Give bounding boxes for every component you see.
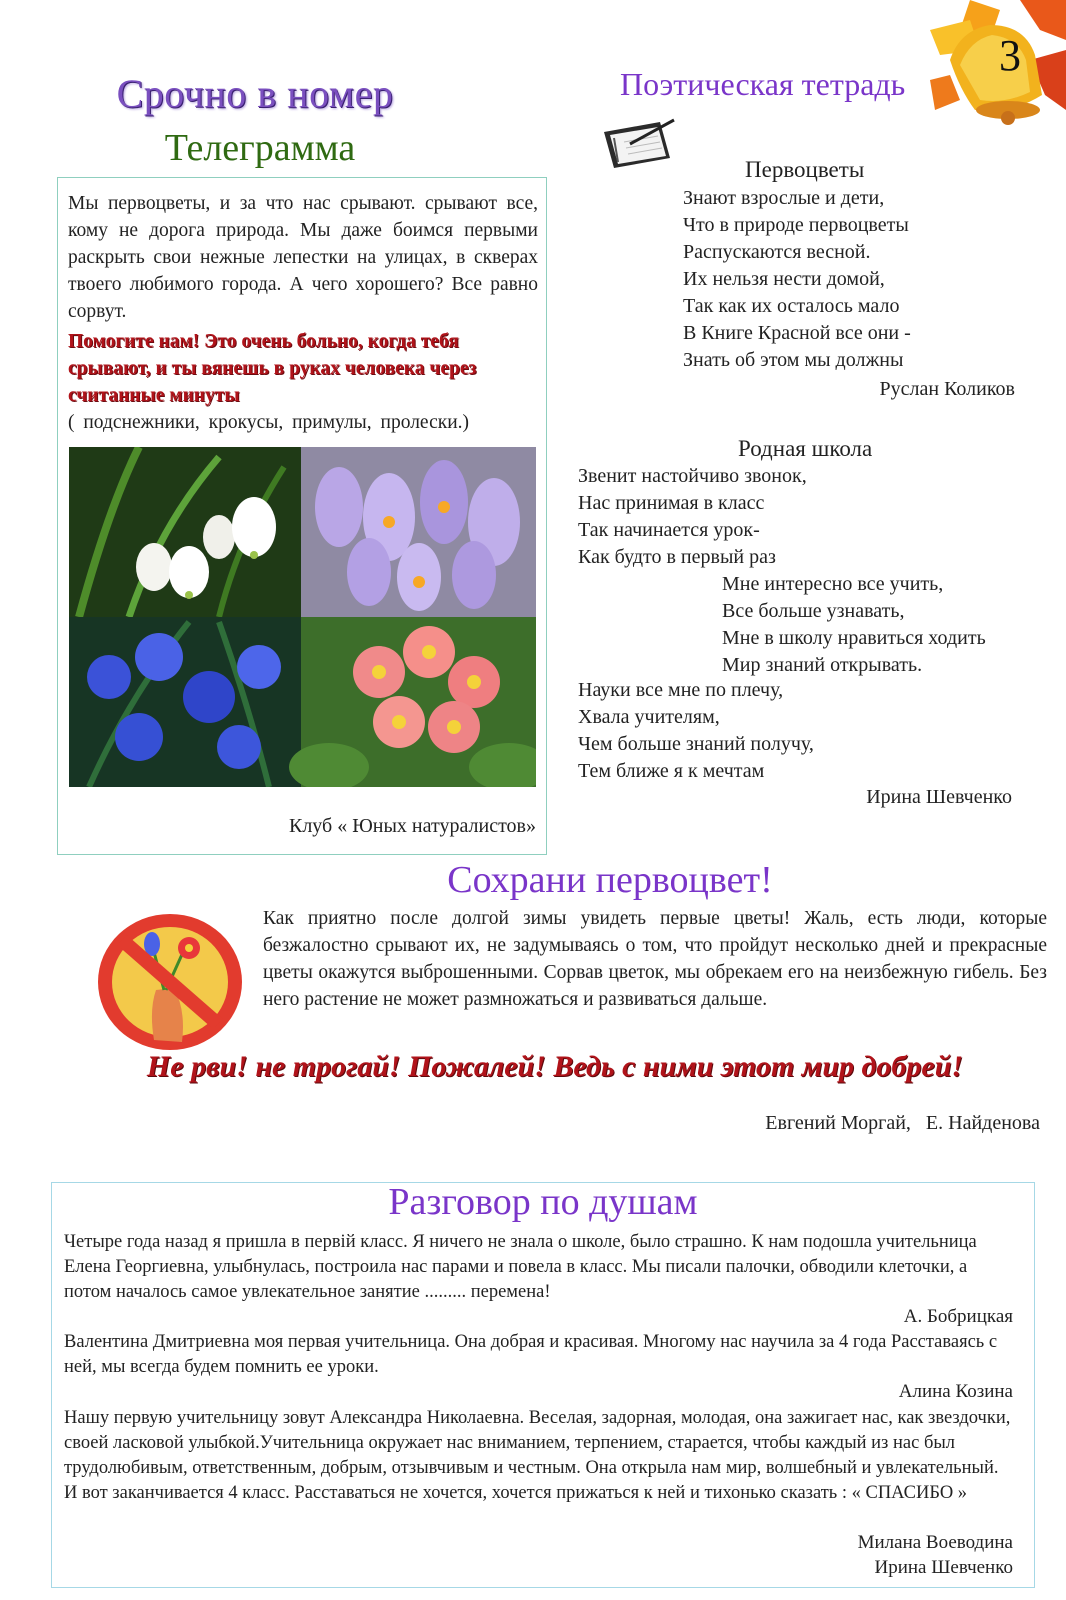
talk-entry-text: Валентина Дмитриевна моя первая учительница. Она добрая и красивая. Многому нас научила за 4 года Расставаясь с ней, мы всегда будем помнить ее уроки. xyxy=(64,1332,998,1377)
no-picking-flowers-icon xyxy=(94,910,246,1055)
poem1-lines xyxy=(683,185,911,374)
talk-entry-author: Ирина Шевченко xyxy=(874,1557,1013,1578)
poem-line: Знают взрослые и дети, xyxy=(683,187,885,209)
poem-line: Так как их осталось мало xyxy=(683,295,900,317)
talk-title: Разговор по душам xyxy=(388,1181,698,1223)
talk-entry-author: А. Бобрицкая xyxy=(903,1306,1013,1327)
primrose-photo-collage xyxy=(69,447,536,787)
notebook-pen-icon xyxy=(600,118,680,170)
poem-line: Мне в школу нравиться ходить xyxy=(722,627,986,649)
flowers-list: ( подснежники, крокусы, примулы, пролески.) xyxy=(68,412,470,433)
poem-line: Мне интересно все учить, xyxy=(722,573,944,595)
poem-line: Распускаются весной. xyxy=(683,241,871,263)
poem2-stanza3 xyxy=(578,677,814,785)
poem-line: Нас принимая в класс xyxy=(578,492,765,514)
poem1-author: Руслан Коликов xyxy=(879,378,1015,400)
poem2-title: Родная школа xyxy=(738,436,873,461)
talk-entry-author: Милана Воеводина xyxy=(857,1532,1013,1553)
poem-line: Что в природе первоцветы xyxy=(683,214,909,236)
telegram-title: Телеграмма xyxy=(164,127,356,169)
telegram-text: Мы первоцветы, и за что нас срывают. срывают все, кому не дорога природа. Мы даже боимся первыми раскрыть свои нежные лепестки на улицах, в скверах твоего любимого города. А чего хорошего? Все равно сорвут. xyxy=(68,193,538,322)
poem1-title: Первоцветы xyxy=(745,157,865,182)
poem-line: Науки все мне по плечу, xyxy=(578,679,784,701)
snowdrops-photo xyxy=(69,447,301,617)
save-primrose-title: Сохрани первоцвет! xyxy=(447,859,773,901)
slogan: Не рви! не трогай! Пожалей! Ведь с ними этот мир добрей! xyxy=(146,1050,964,1083)
talk-entry-author: Алина Козина xyxy=(898,1381,1013,1402)
poem-line: Мир знаний открывать. xyxy=(722,654,923,676)
page-number: 3 xyxy=(999,31,1021,80)
poem-line: Так начинается урок- xyxy=(578,519,760,541)
poem2-author: Ирина Шевченко xyxy=(866,786,1012,808)
poem-line: Хвала учителям, xyxy=(578,706,720,728)
save-primrose-text: Как приятно после долгой зимы увидеть первые цветы! Жаль, есть люди, которые безжалостно срывают их, не задумываясь о том, что пройдут несколько дней и прекрасные цветы окажутся выброшенными. Сорвав цветок, мы обрекаем его на неизбежную гибель. Без него растение не может размножаться и развиваться дальше. xyxy=(263,908,1047,1010)
poem-line: Все больше узнавать, xyxy=(722,600,905,622)
save-authors: Евгений Моргай, Е. Найденова xyxy=(765,1112,1040,1134)
crocuses-photo xyxy=(301,447,536,617)
poem2-stanza1 xyxy=(578,463,807,571)
talk-entry-text: Нашу первую учительницу зовут Александра Николаевна. Веселая, задорная, молодая, она зажигает нас, как звездочки, своей ласковой улыбкой.Учительница окружает нас вниманием, терпением, старается, чтобы каждый из нас был трудолюбивым, ответственным, добрым, отзывчивым и честным. Она открыла нам мир, волшебный и увлекательный. И вот заканчивается 4 класс. Расставаться не хочется, хочется прижаться к ней и тихонько сказать : « СПАСИБО » xyxy=(64,1408,1011,1503)
poem-line: Чем больше знаний получу, xyxy=(578,733,814,755)
scilla-photo xyxy=(69,617,301,787)
poem-line: Знать об этом мы должны xyxy=(683,349,904,371)
poem-line: Как будто в первый раз xyxy=(578,546,776,568)
club-signature: Клуб « Юных натуралистов» xyxy=(288,815,536,837)
poem-line: В Книге Красной все они - xyxy=(683,322,911,344)
poem2-stanza2 xyxy=(722,571,986,679)
urgent-title: Срочно в номер xyxy=(116,71,394,116)
poem-line: Звенит настойчиво звонок, xyxy=(578,465,807,487)
poetry-title: Поэтическая тетрадь xyxy=(620,66,906,102)
poem-line: Их нельзя нести домой, xyxy=(683,268,885,290)
telegram-appeal: Помогите нам! Это очень больно, когда тебя срывают, и ты вянешь в руках человека через считанные минуты xyxy=(68,331,477,406)
primula-photo xyxy=(289,617,536,787)
talk-entry-text: Четыре года назад я пришла в первій класс. Я ничего не знала о школе, было страшно. К нам подошла учительница Елена Георгиевна, улыбнулась, построила нас парами и повела в класс. Мы писали палочки, обводили клеточки, а потом началось самое увлекательное занятие ......... перемена! xyxy=(64,1232,977,1302)
poem-line: Тем ближе я к мечтам xyxy=(578,760,765,782)
